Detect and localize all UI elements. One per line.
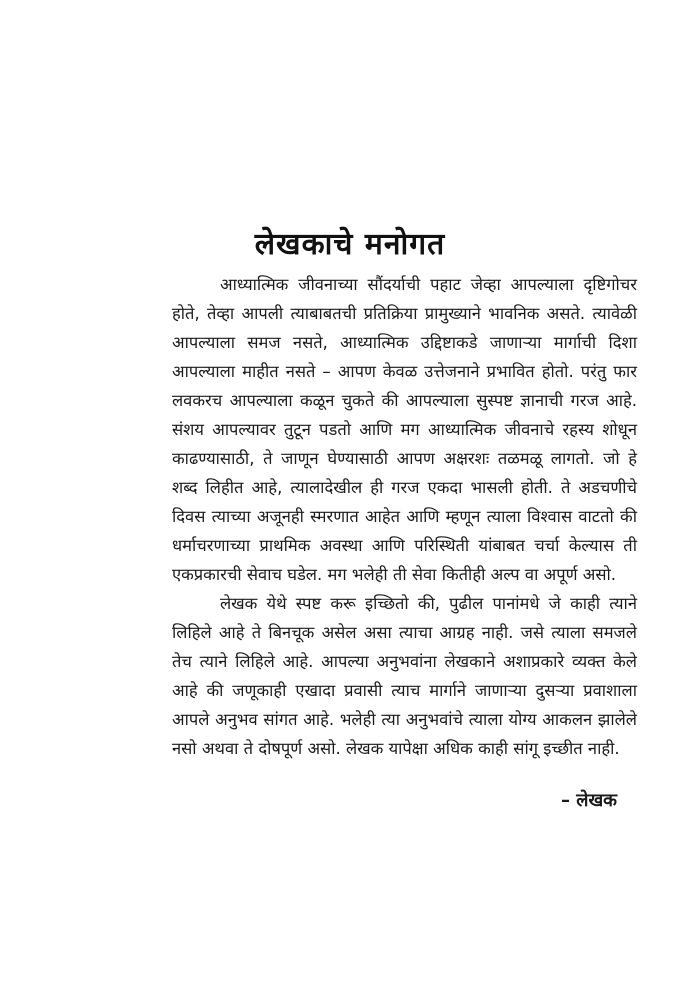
paragraph-1: आध्यात्मिक जीवनाच्या सौंदर्याची पहाट जेव्हा आपल्याला दृष्टिगोचर होते, तेव्हा आपली त्याबाबतची प्रतिक्रिया प्रामुख्याने भावनिक असते. त्यावेळी आपल्याला समज नसते, आध्यात्मिक उद्दिष्टाकडे जाणाऱ्या मार्गाची दिशा आपल्याला माहीत नसते – आपण केवळ उत्तेजनाने प्रभावित होतो. परंतु फार लवकरच आपल्याला कळून चुकते की आपल्याला सुस्पष्ट ज्ञानाची गरज आहे. संशय आपल्यावर तुटून पडतो आणि मग आध्यात्मिक जीवनाचे रहस्य शोधून काढण्यासाठी, ते जाणून घेण्यासाठी आपण अक्षरशः तळमळू लागतो. जो हे शब्द लिहीत आहे, त्यालादेखील ही गरज एकदा भासली होती. ते अडचणीचे दिवस त्याच्या अजूनही स्मरणात आहेत आणि म्हणून त्याला विश्वास वाटतो की धर्माचरणाच्या प्राथमिक अवस्था आणि परिस्थिती यांबाबत चर्चा केल्यास ती एकप्रकारची सेवाच घडेल. मग भलेही ती सेवा कितीही अल्प वा अपूर्ण असो. <box>172 275 637 584</box>
preface-body <box>172 270 637 763</box>
paragraph-2: लेखक येथे स्पष्ट करू इच्छितो की, पुढील पानांमधे जे काही त्याने लिहिले आहे ते बिनचूक असेल असा त्याचा आग्रह नाही. जसे त्याला समजले तेच त्याने लिहिले आहे. आपल्या अनुभवांना लेखकाने अशाप्रकारे व्यक्त केले आहे की जणूकाही एखादा प्रवासी त्याच मार्गाने जाणाऱ्या दुसऱ्या प्रवाशाला आपले अनुभव सांगत आहे. भलेही त्या अनुभवांचे त्याला योग्य आकलन झालेले नसो अथवा ते दोषपूर्ण असो. लेखक यापेक्षा अधिक काही सांगू इच्छीत नाही. <box>172 594 637 758</box>
author-signature: – लेखक <box>560 790 617 811</box>
page-title: लेखकाचे मनोगत <box>254 227 446 262</box>
